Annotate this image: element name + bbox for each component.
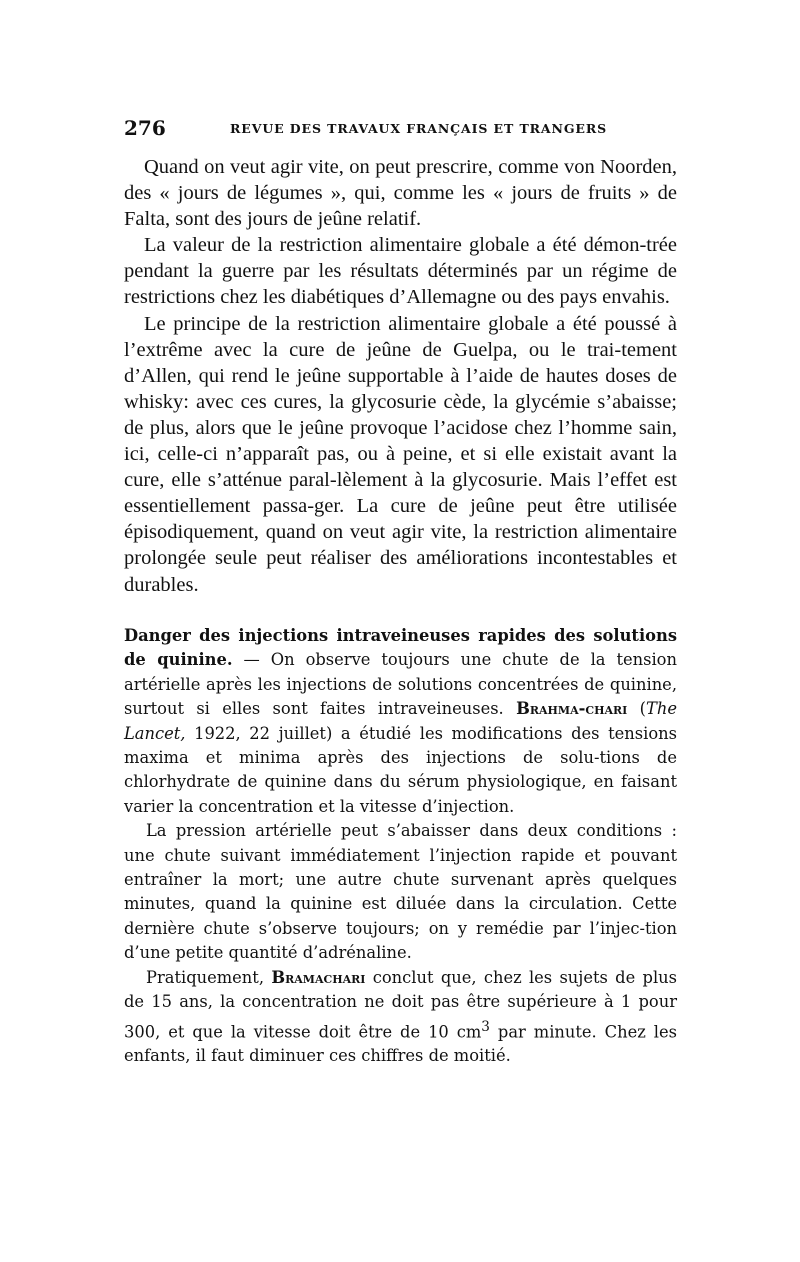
page-header (124, 116, 676, 140)
paragraph: Le principe de la restriction alimentaire globale a été poussé à l’extrême avec la cure de jeûne de Guelpa, ou le trai-tement d’Allen, qui rend le jeûne supportable à l’aide de hautes doses de whisky: avec ces cures, la glycosurie cède, la glycémie s’abaisse; de plus, alors que le jeûne provoque l’acidose chez l’homme sain, ici, celle-ci n’apparaît pas, ou à peine, et si elle existait avant la cure, elle s’atténue paral-lèlement à la glycosurie. Mais l’effet est essentiellement passa-ger. La cure de jeûne peut être utilisée épisodiquement, quand on veut agir vite, la restriction alimentaire prolongée seule peut réaliser des améliorations incontestables et durables. (124, 312, 677, 596)
text-run: ( (627, 699, 647, 719)
body-text-section-1 (124, 154, 677, 598)
paragraph (124, 624, 677, 819)
paragraph: La valeur de la restriction alimentaire globale a été démon-trée pendant la guerre par les résultats déterminés par un régime de restrictions chez les diabétiques d’Allemagne ou des pays envahis. (124, 234, 677, 309)
paragraph: La pression artérielle peut s’abaisser dans deux conditions : une chute suivant immédiatement l’injection rapide et pouvant entraîner la mort; une autre chute survenant après quelques minutes, quand la quinine est diluée dans la circulation. Cette dernière chute s’observe toujours; on y remédie par l’injec-tion d’une petite quantité d’adrénaline. (124, 821, 677, 963)
journal-title: The Lancet, (124, 699, 677, 743)
paragraph (124, 966, 677, 1069)
text-run: par minute. Chez les enfants, il faut diminuer ces chiffres de moitié. (124, 1021, 677, 1066)
text-run: conclut que, chez les sujets de plus de 15 ans, la concentration ne doit pas être supérieure à 1 pour 300, et que la vitesse doit être de 10 cm (124, 967, 677, 1041)
text-run: Pratiquement, (146, 967, 272, 987)
section-title: Danger des injections intraveineuses rapides des solutions de quinine. (124, 626, 677, 670)
running-head: REVUE DES TRAVAUX FRANÇAIS ET TRANGERS (230, 121, 608, 136)
author-name: Bramachari (271, 967, 366, 987)
superscript: 3 (481, 1018, 490, 1035)
page-number: 276 (124, 116, 166, 140)
text-run: 1922, 22 juillet) a étudié les modifications des tensions maxima et minima après des injections de solu-tions de chlorhydrate de quinine dans du sérum physiologique, en faisant varier la concentration et la vitesse d’injection. (124, 723, 677, 816)
body-text-section-2 (124, 624, 677, 1069)
text-run: — On observe toujours une chute de la tension artérielle après les injections de solutions concentrées de quinine, surtout si elles sont faites intraveineuses. (124, 650, 677, 719)
author-name: Brahma-chari (516, 699, 628, 719)
paragraph: Quand on veut agir vite, on peut prescrire, comme von Noorden, des « jours de légumes », qui, comme les « jours de fruits » de Falta, sont des jours de jeûne relatif. (124, 156, 677, 231)
